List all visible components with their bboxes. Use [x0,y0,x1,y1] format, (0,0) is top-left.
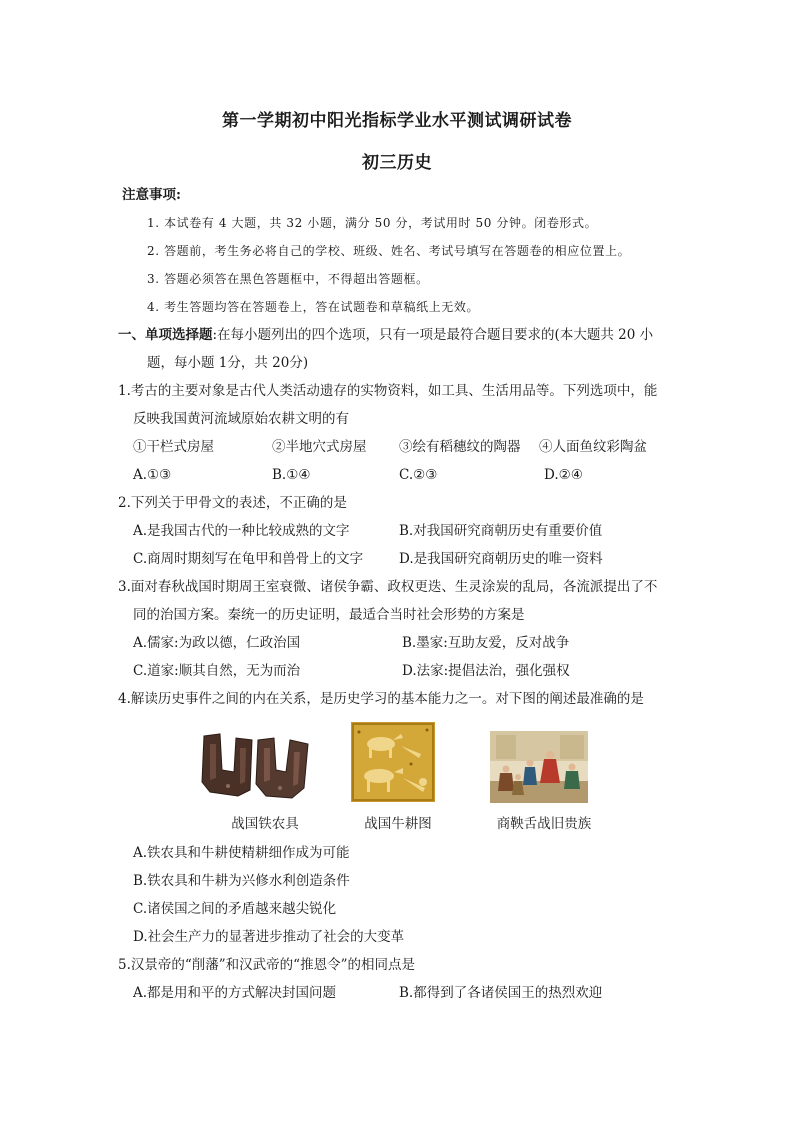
exam-subtitle: 初三历史 [362,153,432,173]
question-stem: 4.解读历史事件之间的内在关系，是历史学习的基本能力之一。对下图的阐述最准确的是 [118,691,644,707]
option-d[interactable]: D.②④ [544,467,583,483]
option-a[interactable]: A.儒家:为政以德，仁政治国 [133,635,301,651]
ox-plough-image [351,722,435,802]
section-title: 一、单项选择题 [118,327,213,343]
question-item: ①干栏式房屋 [133,439,214,455]
shang-yang-debate-image [490,731,588,803]
question-item: ②半地穴式房屋 [272,439,367,455]
option-c[interactable]: C.②③ [399,467,438,483]
question-item: ③绘有稻穗纹的陶器 [399,439,521,455]
question-stem-cont: 反映我国黄河流域原始农耕文明的有 [133,411,349,427]
option-d[interactable]: D.是我国研究商朝历史的唯一资料 [399,551,603,567]
option-b[interactable]: B.墨家:互助友爱，反对战争 [402,635,570,651]
option-a[interactable]: A.①③ [133,467,172,483]
question-stem: 1.考古的主要对象是古代人类活动遗存的实物资料，如工具、生活用品等。下列选项中，能 [118,383,658,399]
option-c[interactable]: C.道家:顺其自然，无为而治 [133,663,301,679]
option-c[interactable]: C.诸侯国之间的矛盾越来越尖锐化 [133,901,337,917]
question-stem: 5.汉景帝的“削藩”和汉武帝的“推恩令”的相同点是 [118,957,415,973]
notice-item: 2. 答题前，考生务必将自己的学校、班级、姓名、考试号填写在答题卷的相应位置上。 [147,244,631,258]
option-a[interactable]: A.都是用和平的方式解决封国问题 [133,985,337,1001]
notice-item: 4. 考生答题均答在答题卷上，答在试题卷和草稿纸上无效。 [147,300,480,314]
image-caption: 战国铁农具 [231,816,299,832]
notice-heading: 注意事项: [122,187,181,203]
exam-title: 第一学期初中阳光指标学业水平测试调研试卷 [222,111,572,131]
option-d[interactable]: D.法家:提倡法治，强化强权 [402,663,570,679]
option-b[interactable]: B.对我国研究商朝历史有重要价值 [399,523,603,539]
option-a[interactable]: A.是我国古代的一种比较成熟的文字 [133,523,350,539]
section-description-cont: 题，每小题 1分，共 20分) [147,355,309,371]
question-stem: 3.面对春秋战国时期周王室衰微、诸侯争霸、政权更迭、生灵涂炭的乱局，各流派提出了不 [118,579,658,595]
option-c[interactable]: C.商周时期刻写在龟甲和兽骨上的文字 [133,551,364,567]
image-caption: 战国牛耕图 [364,816,432,832]
option-b[interactable]: B.铁农具和牛耕为兴修水利创造条件 [133,873,350,889]
iron-farm-tools-image [200,730,312,802]
option-b[interactable]: B.都得到了各诸侯国王的热烈欢迎 [399,985,603,1001]
image-caption: 商鞅舌战旧贵族 [496,816,592,832]
section-description: :在每小题列出的四个选项，只有一项是最符合题目要求的(本大题共 20 小 [212,327,654,343]
notice-item: 3. 答题必须答在黑色答题框中，不得超出答题框。 [147,272,429,286]
section-heading [118,326,653,344]
option-a[interactable]: A.铁农具和牛耕使精耕细作成为可能 [133,845,350,861]
notice-item: 1. 本试卷有 4 大题，共 32 小题，满分 50 分，考试用时 50 分钟。闭卷形式。 [147,216,598,230]
option-b[interactable]: B.①④ [272,467,311,483]
question-item: ④人面鱼纹彩陶盆 [539,439,647,455]
question-stem: 2.下列关于甲骨文的表述，不正确的是 [118,495,347,511]
question-stem-cont: 同的治国方案。秦统一的历史证明，最适合当时社会形势的方案是 [133,607,525,623]
option-d[interactable]: D.社会生产力的显著进步推动了社会的大变革 [133,929,405,945]
